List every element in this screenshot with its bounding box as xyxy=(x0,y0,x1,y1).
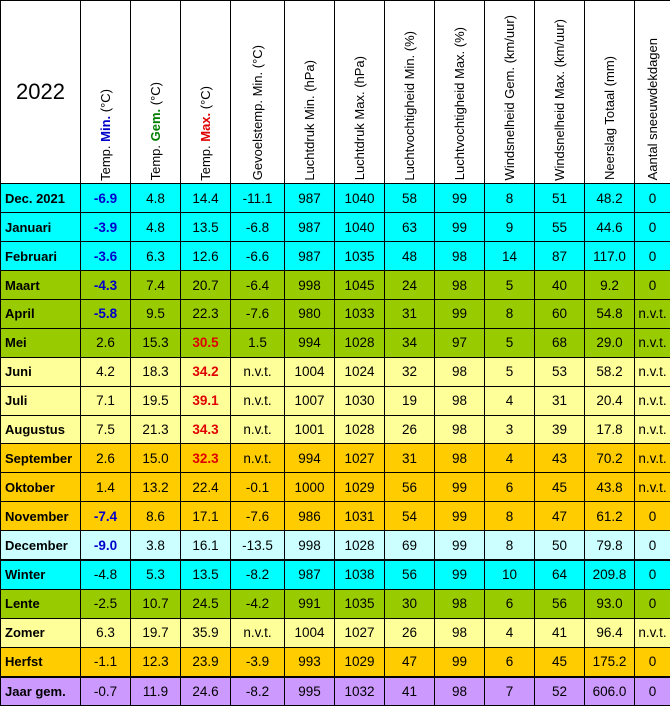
cell-tmax: 32.3 xyxy=(181,444,231,473)
cell-sneeuw: 0 xyxy=(635,242,670,271)
cell-ldmin: 987 xyxy=(285,242,335,271)
cell-wmax: 50 xyxy=(535,531,585,560)
cell-tmax: 20.7 xyxy=(181,271,231,300)
cell-tmin: -0.7 xyxy=(81,677,131,706)
cell-ldmin: 993 xyxy=(285,647,335,676)
cell-neerslag: 20.4 xyxy=(585,386,635,415)
cell-neerslag: 79.8 xyxy=(585,531,635,560)
cell-gevoel: -4.2 xyxy=(231,589,285,618)
cell-wgem: 9 xyxy=(485,213,535,242)
table-row xyxy=(1,589,670,618)
cell-wgem: 14 xyxy=(485,242,535,271)
cell-sneeuw: n.v.t. xyxy=(635,473,670,502)
header-luchtdruk-max: Luchtdruk Max. (hPa) xyxy=(335,1,385,184)
cell-lvmax: 98 xyxy=(435,386,485,415)
cell-wmax: 45 xyxy=(535,473,585,502)
cell-ldmin: 1001 xyxy=(285,415,335,444)
cell-tmin: 2.6 xyxy=(81,444,131,473)
row-label: November xyxy=(1,502,81,531)
cell-tmin: -5.8 xyxy=(81,300,131,329)
cell-wmax: 53 xyxy=(535,357,585,386)
cell-sneeuw: 0 xyxy=(635,647,670,676)
row-label: Dec. 2021 xyxy=(1,184,81,213)
cell-tmin: -3.6 xyxy=(81,242,131,271)
cell-neerslag: 9.2 xyxy=(585,271,635,300)
cell-sneeuw: n.v.t. xyxy=(635,357,670,386)
cell-tmax: 12.6 xyxy=(181,242,231,271)
table-row xyxy=(1,242,670,271)
header-neerslag: Neerslag Totaal (mm) xyxy=(585,1,635,184)
cell-wmax: 40 xyxy=(535,271,585,300)
cell-sneeuw: n.v.t. xyxy=(635,415,670,444)
cell-lvmin: 63 xyxy=(385,213,435,242)
cell-sneeuw: n.v.t. xyxy=(635,300,670,329)
cell-tmin: 7.1 xyxy=(81,386,131,415)
cell-lvmin: 19 xyxy=(385,386,435,415)
table-row xyxy=(1,473,670,502)
row-label: December xyxy=(1,531,81,560)
year-label: 2022 xyxy=(1,1,81,184)
header-sneeuw: Aantal sneeuwdekdagen xyxy=(635,1,670,184)
cell-tgem: 12.3 xyxy=(131,647,181,676)
cell-lvmax: 98 xyxy=(435,357,485,386)
header-gevoelstemp: Gevoelstemp. Min. (°C) xyxy=(231,1,285,184)
cell-tmax: 24.6 xyxy=(181,677,231,706)
cell-tgem: 19.5 xyxy=(131,386,181,415)
cell-wmax: 51 xyxy=(535,184,585,213)
cell-tmin: -1.1 xyxy=(81,647,131,676)
table-row xyxy=(1,415,670,444)
cell-tgem: 7.4 xyxy=(131,271,181,300)
cell-ldmax: 1029 xyxy=(335,647,385,676)
cell-sneeuw: 0 xyxy=(635,677,670,706)
cell-ldmax: 1045 xyxy=(335,271,385,300)
cell-wgem: 4 xyxy=(485,386,535,415)
table-row xyxy=(1,647,670,676)
cell-tmax: 39.1 xyxy=(181,386,231,415)
cell-wmax: 39 xyxy=(535,415,585,444)
cell-wmax: 41 xyxy=(535,618,585,647)
header-row xyxy=(1,1,670,184)
row-label: Herfst xyxy=(1,647,81,676)
cell-wgem: 8 xyxy=(485,502,535,531)
cell-tmin: 6.3 xyxy=(81,618,131,647)
cell-sneeuw: n.v.t. xyxy=(635,618,670,647)
cell-gevoel: -7.6 xyxy=(231,502,285,531)
cell-tgem: 9.5 xyxy=(131,300,181,329)
cell-gevoel: -6.4 xyxy=(231,271,285,300)
cell-lvmin: 69 xyxy=(385,531,435,560)
cell-ldmax: 1033 xyxy=(335,300,385,329)
cell-wmax: 68 xyxy=(535,328,585,357)
cell-wmax: 64 xyxy=(535,560,585,589)
cell-gevoel: -8.2 xyxy=(231,560,285,589)
cell-ldmin: 1007 xyxy=(285,386,335,415)
cell-sneeuw: 0 xyxy=(635,213,670,242)
row-label: Juli xyxy=(1,386,81,415)
header-luchtvocht-min: Luchtvochtigheid Min. (%) xyxy=(385,1,435,184)
row-label: Januari xyxy=(1,213,81,242)
table-row xyxy=(1,328,670,357)
cell-tmin: 4.2 xyxy=(81,357,131,386)
cell-lvmin: 26 xyxy=(385,415,435,444)
cell-tmax: 22.4 xyxy=(181,473,231,502)
row-label: Juni xyxy=(1,357,81,386)
cell-tmax: 16.1 xyxy=(181,531,231,560)
cell-neerslag: 209.8 xyxy=(585,560,635,589)
cell-gevoel: n.v.t. xyxy=(231,444,285,473)
cell-ldmax: 1040 xyxy=(335,213,385,242)
cell-tmax: 35.9 xyxy=(181,618,231,647)
cell-ldmin: 987 xyxy=(285,184,335,213)
cell-gevoel: n.v.t. xyxy=(231,415,285,444)
cell-tmax: 22.3 xyxy=(181,300,231,329)
cell-lvmin: 30 xyxy=(385,589,435,618)
cell-lvmin: 31 xyxy=(385,444,435,473)
cell-gevoel: -11.1 xyxy=(231,184,285,213)
cell-ldmin: 987 xyxy=(285,560,335,589)
header-temp-gem: Temp. Gem. (°C) xyxy=(131,1,181,184)
header-wind-gem: Windsnelheid Gem. (km/uur) xyxy=(485,1,535,184)
cell-wgem: 6 xyxy=(485,473,535,502)
table-row xyxy=(1,386,670,415)
cell-tgem: 10.7 xyxy=(131,589,181,618)
cell-lvmin: 58 xyxy=(385,184,435,213)
cell-ldmin: 1004 xyxy=(285,357,335,386)
cell-wgem: 4 xyxy=(485,444,535,473)
cell-ldmax: 1029 xyxy=(335,473,385,502)
cell-gevoel: -6.8 xyxy=(231,213,285,242)
cell-wgem: 6 xyxy=(485,647,535,676)
row-label: Zomer xyxy=(1,618,81,647)
cell-ldmax: 1024 xyxy=(335,357,385,386)
cell-lvmin: 34 xyxy=(385,328,435,357)
cell-wgem: 5 xyxy=(485,357,535,386)
cell-ldmax: 1032 xyxy=(335,677,385,706)
cell-wgem: 8 xyxy=(485,300,535,329)
cell-tgem: 15.3 xyxy=(131,328,181,357)
cell-tgem: 4.8 xyxy=(131,184,181,213)
cell-neerslag: 29.0 xyxy=(585,328,635,357)
cell-ldmax: 1028 xyxy=(335,328,385,357)
cell-neerslag: 117.0 xyxy=(585,242,635,271)
cell-wgem: 4 xyxy=(485,618,535,647)
cell-ldmax: 1028 xyxy=(335,415,385,444)
cell-wmax: 55 xyxy=(535,213,585,242)
cell-ldmin: 1004 xyxy=(285,618,335,647)
cell-tgem: 8.6 xyxy=(131,502,181,531)
row-label: Lente xyxy=(1,589,81,618)
table-row xyxy=(1,184,670,213)
cell-tmax: 30.5 xyxy=(181,328,231,357)
cell-wmax: 87 xyxy=(535,242,585,271)
cell-tmin: -2.5 xyxy=(81,589,131,618)
cell-tmin: -6.9 xyxy=(81,184,131,213)
table-row xyxy=(1,444,670,473)
cell-gevoel: -3.9 xyxy=(231,647,285,676)
row-label: September xyxy=(1,444,81,473)
cell-ldmin: 991 xyxy=(285,589,335,618)
cell-ldmin: 995 xyxy=(285,677,335,706)
cell-lvmax: 98 xyxy=(435,415,485,444)
cell-lvmin: 56 xyxy=(385,473,435,502)
cell-gevoel: -13.5 xyxy=(231,531,285,560)
cell-tgem: 3.8 xyxy=(131,531,181,560)
cell-lvmax: 99 xyxy=(435,531,485,560)
cell-ldmin: 986 xyxy=(285,502,335,531)
cell-neerslag: 43.8 xyxy=(585,473,635,502)
cell-wgem: 8 xyxy=(485,184,535,213)
cell-gevoel: n.v.t. xyxy=(231,618,285,647)
cell-lvmin: 32 xyxy=(385,357,435,386)
table-row xyxy=(1,531,670,560)
cell-lvmax: 98 xyxy=(435,618,485,647)
cell-lvmin: 54 xyxy=(385,502,435,531)
cell-tmin: -7.4 xyxy=(81,502,131,531)
cell-tmin: -3.9 xyxy=(81,213,131,242)
cell-tmax: 13.5 xyxy=(181,560,231,589)
cell-wgem: 10 xyxy=(485,560,535,589)
cell-ldmin: 994 xyxy=(285,444,335,473)
cell-wgem: 5 xyxy=(485,271,535,300)
table-row xyxy=(1,560,670,589)
cell-lvmin: 48 xyxy=(385,242,435,271)
cell-ldmin: 998 xyxy=(285,271,335,300)
cell-wmax: 43 xyxy=(535,444,585,473)
row-label: Oktober xyxy=(1,473,81,502)
cell-tgem: 13.2 xyxy=(131,473,181,502)
cell-lvmax: 99 xyxy=(435,502,485,531)
cell-lvmax: 99 xyxy=(435,647,485,676)
cell-ldmin: 998 xyxy=(285,531,335,560)
cell-neerslag: 70.2 xyxy=(585,444,635,473)
cell-neerslag: 17.8 xyxy=(585,415,635,444)
cell-ldmin: 1000 xyxy=(285,473,335,502)
cell-ldmax: 1031 xyxy=(335,502,385,531)
cell-sneeuw: n.v.t. xyxy=(635,386,670,415)
cell-tgem: 18.3 xyxy=(131,357,181,386)
cell-neerslag: 48.2 xyxy=(585,184,635,213)
cell-gevoel: -8.2 xyxy=(231,677,285,706)
cell-neerslag: 606.0 xyxy=(585,677,635,706)
row-label: Mei xyxy=(1,328,81,357)
cell-wmax: 31 xyxy=(535,386,585,415)
header-luchtvocht-max: Luchtvochtigheid Max. (%) xyxy=(435,1,485,184)
cell-lvmax: 98 xyxy=(435,242,485,271)
cell-sneeuw: 0 xyxy=(635,271,670,300)
cell-wmax: 52 xyxy=(535,677,585,706)
cell-sneeuw: 0 xyxy=(635,502,670,531)
cell-wmax: 60 xyxy=(535,300,585,329)
cell-wmax: 47 xyxy=(535,502,585,531)
cell-lvmin: 47 xyxy=(385,647,435,676)
row-label: Augustus xyxy=(1,415,81,444)
cell-lvmin: 31 xyxy=(385,300,435,329)
cell-ldmin: 987 xyxy=(285,213,335,242)
table-body xyxy=(1,184,670,706)
cell-lvmax: 97 xyxy=(435,328,485,357)
cell-lvmin: 24 xyxy=(385,271,435,300)
cell-tmin: -9.0 xyxy=(81,531,131,560)
cell-lvmin: 56 xyxy=(385,560,435,589)
cell-lvmax: 99 xyxy=(435,184,485,213)
cell-gevoel: -7.6 xyxy=(231,300,285,329)
cell-gevoel: n.v.t. xyxy=(231,357,285,386)
cell-neerslag: 93.0 xyxy=(585,589,635,618)
cell-ldmax: 1028 xyxy=(335,531,385,560)
cell-tmax: 34.2 xyxy=(181,357,231,386)
cell-lvmin: 26 xyxy=(385,618,435,647)
cell-ldmax: 1027 xyxy=(335,444,385,473)
header-luchtdruk-min: Luchtdruk Min. (hPa) xyxy=(285,1,335,184)
cell-wgem: 3 xyxy=(485,415,535,444)
cell-tmin: 2.6 xyxy=(81,328,131,357)
cell-lvmax: 99 xyxy=(435,300,485,329)
cell-neerslag: 44.6 xyxy=(585,213,635,242)
cell-lvmax: 99 xyxy=(435,560,485,589)
cell-tgem: 5.3 xyxy=(131,560,181,589)
cell-ldmin: 980 xyxy=(285,300,335,329)
cell-ldmax: 1035 xyxy=(335,242,385,271)
cell-gevoel: n.v.t. xyxy=(231,386,285,415)
cell-lvmax: 99 xyxy=(435,473,485,502)
table-row xyxy=(1,357,670,386)
cell-wgem: 7 xyxy=(485,677,535,706)
row-label: Winter xyxy=(1,560,81,589)
cell-lvmax: 99 xyxy=(435,213,485,242)
row-label: April xyxy=(1,300,81,329)
cell-ldmax: 1038 xyxy=(335,560,385,589)
cell-tmax: 34.3 xyxy=(181,415,231,444)
cell-tgem: 21.3 xyxy=(131,415,181,444)
cell-sneeuw: n.v.t. xyxy=(635,328,670,357)
cell-sneeuw: n.v.t. xyxy=(635,444,670,473)
row-label: Jaar gem. xyxy=(1,677,81,706)
row-label: Februari xyxy=(1,242,81,271)
cell-gevoel: 1.5 xyxy=(231,328,285,357)
cell-gevoel: -0.1 xyxy=(231,473,285,502)
cell-tmax: 17.1 xyxy=(181,502,231,531)
cell-sneeuw: 0 xyxy=(635,560,670,589)
cell-ldmax: 1040 xyxy=(335,184,385,213)
cell-tmax: 24.5 xyxy=(181,589,231,618)
table-row xyxy=(1,618,670,647)
cell-neerslag: 54.8 xyxy=(585,300,635,329)
header-temp-max: Temp. Max. (°C) xyxy=(181,1,231,184)
table-row xyxy=(1,271,670,300)
cell-sneeuw: 0 xyxy=(635,531,670,560)
cell-sneeuw: 0 xyxy=(635,184,670,213)
cell-tmax: 13.5 xyxy=(181,213,231,242)
table-row xyxy=(1,502,670,531)
cell-lvmax: 98 xyxy=(435,444,485,473)
cell-wgem: 8 xyxy=(485,531,535,560)
cell-lvmin: 41 xyxy=(385,677,435,706)
cell-sneeuw: 0 xyxy=(635,589,670,618)
cell-lvmax: 98 xyxy=(435,677,485,706)
cell-tmax: 14.4 xyxy=(181,184,231,213)
cell-tmin: 7.5 xyxy=(81,415,131,444)
cell-gevoel: -6.6 xyxy=(231,242,285,271)
cell-tmin: -4.3 xyxy=(81,271,131,300)
cell-tmin: 1.4 xyxy=(81,473,131,502)
cell-ldmax: 1027 xyxy=(335,618,385,647)
cell-neerslag: 96.4 xyxy=(585,618,635,647)
cell-neerslag: 58.2 xyxy=(585,357,635,386)
cell-tgem: 19.7 xyxy=(131,618,181,647)
cell-wmax: 56 xyxy=(535,589,585,618)
row-label: Maart xyxy=(1,271,81,300)
cell-wgem: 5 xyxy=(485,328,535,357)
cell-tgem: 11.9 xyxy=(131,677,181,706)
cell-tgem: 15.0 xyxy=(131,444,181,473)
table-row xyxy=(1,677,670,706)
cell-wmax: 45 xyxy=(535,647,585,676)
cell-wgem: 6 xyxy=(485,589,535,618)
cell-tmin: -4.8 xyxy=(81,560,131,589)
header-wind-max: Windsnelheid Max. (km/uur) xyxy=(535,1,585,184)
header-temp-min: Temp. Min. (°C) xyxy=(81,1,131,184)
cell-neerslag: 175.2 xyxy=(585,647,635,676)
cell-tgem: 6.3 xyxy=(131,242,181,271)
cell-tmax: 23.9 xyxy=(181,647,231,676)
cell-ldmin: 994 xyxy=(285,328,335,357)
cell-lvmax: 98 xyxy=(435,271,485,300)
cell-ldmax: 1035 xyxy=(335,589,385,618)
cell-lvmax: 98 xyxy=(435,589,485,618)
cell-ldmax: 1030 xyxy=(335,386,385,415)
table-row xyxy=(1,213,670,242)
cell-neerslag: 61.2 xyxy=(585,502,635,531)
cell-tgem: 4.8 xyxy=(131,213,181,242)
table-row xyxy=(1,300,670,329)
